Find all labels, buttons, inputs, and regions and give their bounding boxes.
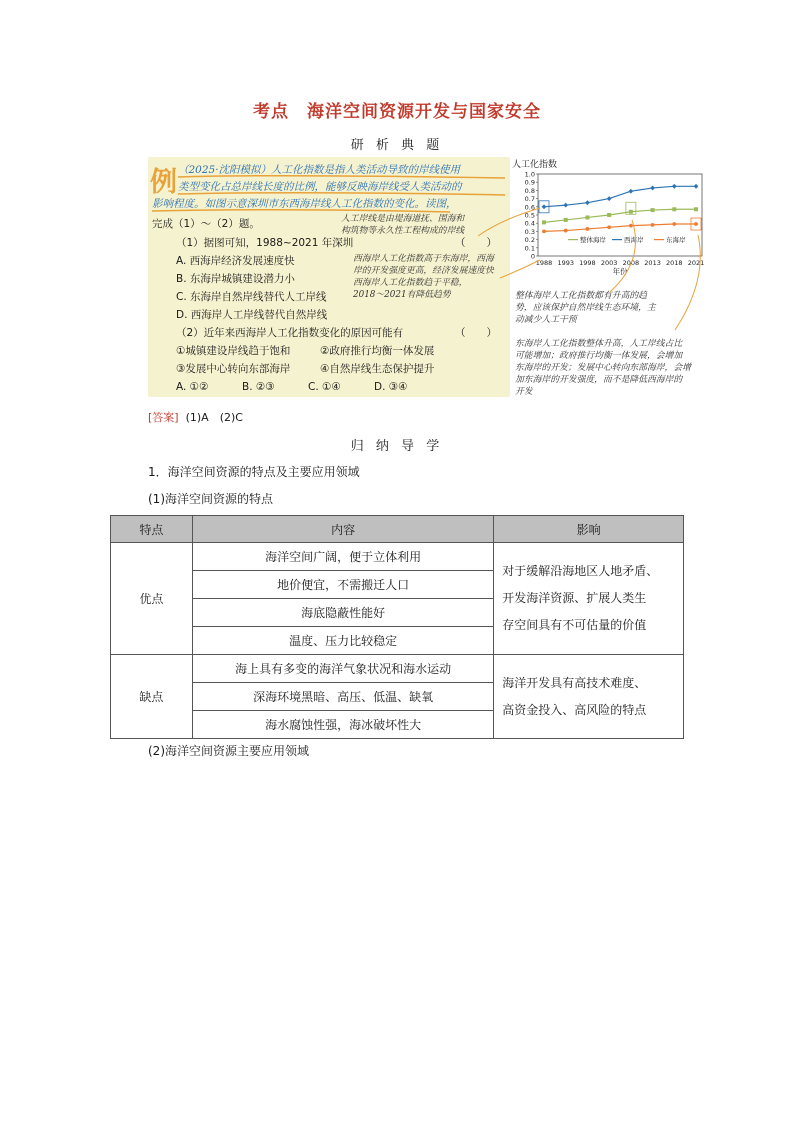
note-overall-1: 整体海岸人工化指数都有升高的趋 <box>515 291 647 301</box>
table-header: 影响 <box>494 516 684 543</box>
y-tick-label: 1.0 <box>524 170 535 179</box>
heading-1b: (2)海洋空间资源主要应用领域 <box>148 744 309 758</box>
table-header-row <box>111 516 684 543</box>
y-axis-label: 人工化指数 <box>512 160 558 170</box>
example-mark: 例 <box>150 167 177 198</box>
section-heading-summary: 归 纳 导 学 <box>350 439 444 454</box>
legend-label: 西海岸 <box>624 236 644 245</box>
y-tick-label: 0.7 <box>524 195 535 204</box>
q2-item-1: ①城镇建设岸线趋于饱和 <box>176 345 291 357</box>
table-row <box>111 543 684 571</box>
heading-1a: (1)海洋空间资源的特点 <box>148 492 273 506</box>
x-axis-label: 年份 <box>612 267 628 275</box>
section-heading-analysis: 研 析 典 题 <box>350 138 444 153</box>
table-cell: 海底隐蔽性能好 <box>192 599 493 627</box>
legend-label: 东海岸 <box>666 236 686 245</box>
table-header: 特点 <box>111 516 193 543</box>
y-tick-label: 0 <box>530 252 535 261</box>
y-tick-label: 0.2 <box>524 236 535 245</box>
note-east-1: 东海岸人工化指数整体升高，人工岸线占比 <box>515 339 683 349</box>
intro-line-1: （2025·沈阳模拟）人工化指数是指人类活动导致的岸线使用 <box>178 164 461 176</box>
note-east-2: 可能增加；政府推行均衡一体发展，会增加 <box>515 351 683 361</box>
note-overall-2: 势，应该保护自然岸线生态环境，主 <box>515 303 656 313</box>
group-label-disadvantages: 缺点 <box>111 655 193 739</box>
data-point <box>628 189 633 194</box>
q1-option-b: B. 东海岸城镇建设潜力小 <box>176 273 295 285</box>
effect-line: 对于缓解沿海地区人地矛盾、 <box>502 564 659 578</box>
underline-strokes <box>150 174 510 216</box>
question-1-paren: （ ） <box>455 237 497 249</box>
table-cell: 海洋空间广阔，便于立体利用 <box>192 543 493 571</box>
title-main: 海洋空间资源开发与国家安全 <box>307 102 541 122</box>
y-tick-label: 0.8 <box>524 186 535 195</box>
x-tick-label: 1993 <box>557 259 574 267</box>
x-tick-label: 2008 <box>622 259 640 267</box>
legend-label: 整体海岸 <box>580 236 606 245</box>
note-east-3: 东海岸的开发；发展中心转向东部海岸，会增 <box>515 363 691 373</box>
table-cell: 深海环境黑暗、高压、低温、缺氧 <box>192 683 493 711</box>
note-west-3: 西海岸人工化指数趋于平稳， <box>353 278 468 288</box>
annotation-arrows <box>470 200 720 350</box>
note-west-2: 岸的开发强度更高，经济发展速度快 <box>353 266 494 276</box>
heading-1: 1．海洋空间资源的特点及主要应用领域 <box>148 465 360 479</box>
q2-item-2: ②政府推行均衡一体发展 <box>320 345 435 357</box>
note-east-5: 开发 <box>515 387 533 397</box>
x-tick-label: 2021 <box>687 259 705 267</box>
x-tick-label: 2003 <box>600 259 618 267</box>
answer-tag: [答案] <box>148 411 179 424</box>
y-tick-label: 0.1 <box>524 244 535 253</box>
page-title <box>0 97 794 122</box>
table-cell: 温度、压力比较稳定 <box>192 627 493 655</box>
question-2-paren: （ ） <box>455 327 497 339</box>
x-tick-label: 2013 <box>644 259 661 267</box>
effect-line: 海洋开发具有高技术难度、 <box>502 675 647 690</box>
table-cell: 海上具有多变的海洋气象状况和海水运动 <box>192 655 493 683</box>
x-tick-label: 2018 <box>666 259 683 267</box>
q1-option-a: A. 西海岸经济发展速度快 <box>176 255 295 267</box>
table-cell: 海水腐蚀性强，海冰破坏性大 <box>192 711 493 739</box>
note-east-4: 加东海岸的开发强度，而不是降低西海岸的 <box>515 375 683 385</box>
question-1: （1）据图可知，1988~2021 年深圳 <box>176 237 354 249</box>
note-west-4: 2018～2021有降低趋势 <box>353 290 451 300</box>
q2-option-c: C. ①④ <box>308 381 341 393</box>
x-tick-label: 1988 <box>535 259 553 267</box>
intro-end: 完成（1）～（2）题。 <box>152 218 260 230</box>
q2-option-a: A. ①② <box>176 381 209 393</box>
effect-line: 开发海洋资源、扩展人类生 <box>502 591 647 605</box>
q2-option-d: D. ③④ <box>374 381 408 393</box>
answer-line <box>148 409 243 425</box>
q1-option-c: C. 东海岸自然岸线替代人工岸线 <box>176 291 327 303</box>
note-overall-3: 动减少人工干预 <box>515 315 577 325</box>
effect-disadvantages <box>494 655 684 739</box>
note-artificial-2: 构筑物等永久性工程构成的岸线 <box>341 226 465 236</box>
y-tick-label: 0.6 <box>524 203 535 212</box>
data-point <box>694 184 699 189</box>
x-tick-label: 1998 <box>579 259 596 267</box>
question-2: （2）近年来西海岸人工化指数变化的原因可能有 <box>176 327 404 339</box>
q1-option-d: D. 西海岸人工岸线替代自然岸线 <box>176 309 328 321</box>
q2-item-4: ④自然岸线生态保护提升 <box>320 363 435 375</box>
q2-item-3: ③发展中心转向东部海岸 <box>176 363 291 375</box>
y-tick-label: 0.4 <box>524 219 535 228</box>
intro-line-2: 类型变化占总岸线长度的比例，能够反映海岸线受人类活动的 <box>178 181 462 193</box>
effect-line: 高资金投入、高风险的特点 <box>502 702 647 717</box>
data-point <box>672 184 677 189</box>
group-label-advantages: 优点 <box>111 543 193 655</box>
table-header: 内容 <box>192 516 493 543</box>
intro-line-3: 影响程度。如图示意深圳市东西海岸线人工化指数的变化。读图， <box>152 198 457 210</box>
y-tick-label: 0.5 <box>524 211 535 220</box>
answer-text: (1)A (2)C <box>185 411 243 424</box>
effect-line: 存空间具有不可估量的价值 <box>502 618 647 632</box>
data-point <box>650 186 655 191</box>
y-tick-label: 0.9 <box>524 178 535 187</box>
note-artificial-1: 人工岸线是由堤海道抚、围海和 <box>341 214 465 224</box>
table-row <box>111 655 684 683</box>
q2-option-b: B. ②③ <box>242 381 275 393</box>
title-prefix: 考点 <box>253 102 289 122</box>
features-table <box>110 515 684 739</box>
y-tick-label: 0.3 <box>524 227 535 236</box>
note-west-1: 西海岸人工化指数高于东海岸，西海 <box>353 254 494 264</box>
table-cell: 地价便宜，不需搬迁人口 <box>192 571 493 599</box>
effect-advantages <box>494 543 684 655</box>
